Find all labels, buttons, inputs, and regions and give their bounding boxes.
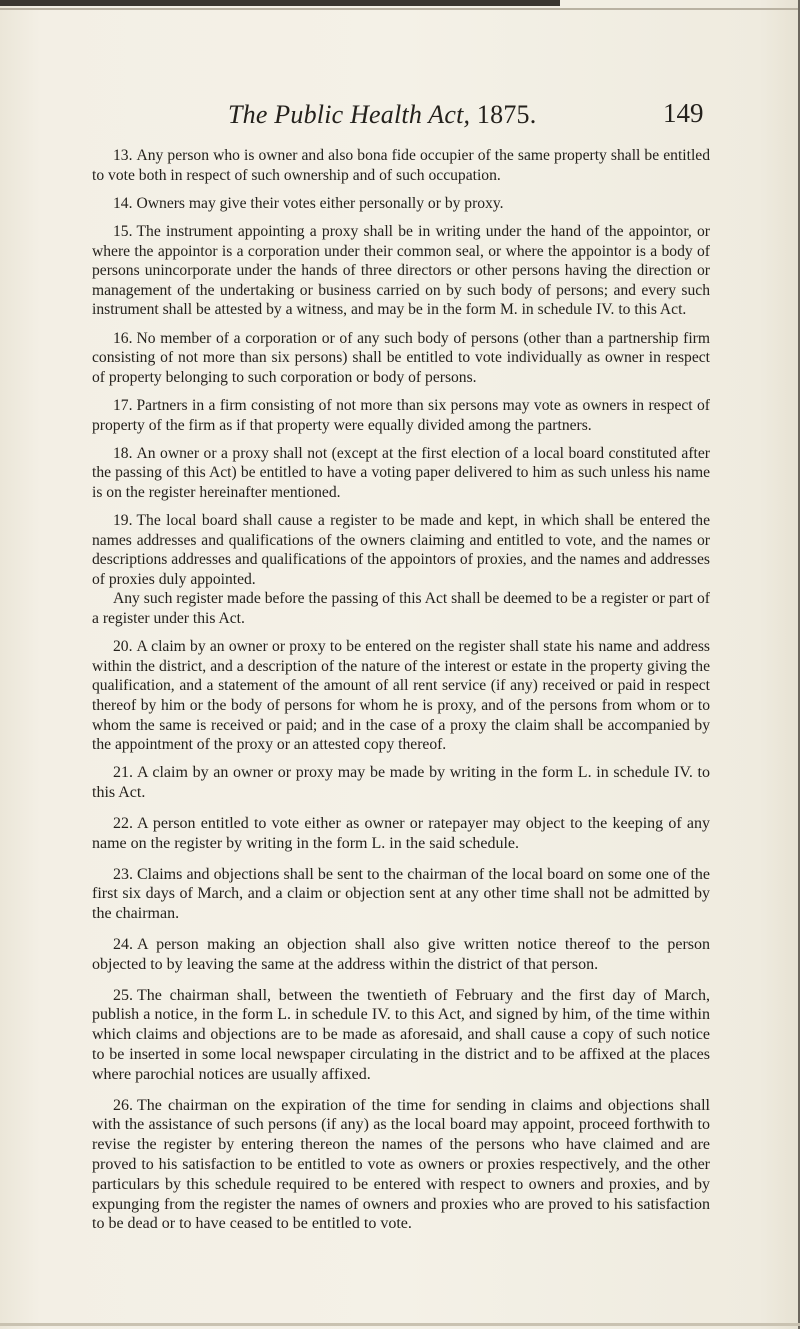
section-23	[92, 865, 710, 924]
section-text: The local board shall cause a register to be made and kept, in which shall be entered the names addresses and qualifications of the owners claiming and entitled to vote, and the names or descriptions addresses and qualifications of the appointors of proxies, and the names and addresses of proxies duly appointed.	[92, 512, 710, 588]
running-title-text: The Public Health Act,	[228, 100, 471, 129]
section-17	[92, 396, 710, 435]
section-24	[92, 935, 710, 975]
section-number: 14.	[113, 194, 133, 212]
section-14	[92, 194, 710, 214]
page-number: 149	[663, 98, 704, 128]
section-number: 25.	[113, 986, 133, 1004]
section-number: 16.	[113, 329, 133, 347]
section-text: Owners may give their votes either personally or by proxy.	[136, 194, 504, 212]
section-13	[92, 146, 710, 185]
section-text: The chairman shall, between the twentieth of February and the first day of March, publish a notice, in the form L. in schedule IV. to this Act, and signed by him, of the time within which claims and objections are to be made as aforesaid, and shall cause a copy of such notice to be inserted in some local newspaper circulating in the district and to be affixed at the places where parochial notices are usually affixed.	[92, 986, 710, 1083]
section-18	[92, 444, 710, 503]
section-19-continued	[92, 589, 710, 628]
section-text: A person entitled to vote either as owner or ratepayer may object to the keeping of any name on the register by writing in the form L. in the said schedule.	[92, 814, 710, 852]
section-text: Partners in a firm consisting of not more than six persons may vote as owners in respect of property of the firm as if that property were equally divided among the partners.	[92, 396, 710, 434]
section-20	[92, 637, 710, 755]
section-25	[92, 986, 710, 1085]
section-number: 22.	[113, 814, 133, 832]
section-26	[92, 1096, 710, 1235]
section-number: 23.	[113, 865, 133, 883]
section-text: A person making an objection shall also give written notice thereof to the person objected to by leaving the same at the address within the district of that person.	[92, 935, 710, 973]
section-number: 26.	[113, 1096, 133, 1114]
section-text: The chairman on the expiration of the time for sending in claims and objections shall with the assistance of such persons (if any) as the local board may appoint, proceed forthwith to revise the register by entering thereon the names of the persons who have claimed and are proved to his satisfaction to be entitled to vote as owners or proxies respectively, and the other particulars by this schedule required to be entered with respect to owners and proxies, and by expunging from the register the names of owners and proxies who are proved to his satisfaction to be dead or to have ceased to be entitled to vote.	[92, 1096, 710, 1233]
section-text: Any person who is owner and also bona fide occupier of the same property shall be entitled to vote both in respect of such ownership and of such occupation.	[92, 147, 710, 184]
running-header	[0, 80, 800, 130]
running-title	[228, 100, 536, 130]
section-number: 13.	[113, 147, 133, 164]
section-text: A claim by an owner or proxy to be entered on the register shall state his name and address within the district, and a description of the nature of the interest or estate in the property giving the qualification, and a statement of the amount of all rent service (if any) received or paid in respect thereof by him or the body of persons for whom he is proxy, and of the persons from whom or to whom the same is received or paid; and in the case of a proxy the claim shall be accompanied by the appointment of the proxy or an attested copy thereof.	[92, 638, 710, 754]
section-text: No member of a corporation or of any such body of persons (other than a partnership firm consisting of not more than six persons) shall be entitled to vote individually as owner in respect of property belonging to such corporation or body of persons.	[92, 329, 710, 386]
section-number: 15.	[113, 222, 133, 240]
top-page-edge	[0, 8, 800, 10]
section-text: The instrument appointing a proxy shall be in writing under the hand of the appointor, or where the appointor is a corporation under their common seal, or where the appointor is a body of persons unincorporate under the hands of three directors or other persons having the direction or management of the undertaking or business carried on by such body of persons; and every such instrument shall be attested by a witness, and may be in the form M. in schedule IV. to this Act.	[92, 222, 710, 319]
section-15	[92, 222, 710, 320]
section-text: An owner or a proxy shall not (except at the first election of a local board constituted after the passing of this Act) be entitled to have a voting paper delivered to him as such unless his name is on the register hereinafter mentioned.	[92, 444, 710, 501]
section-22	[92, 814, 710, 854]
section-text: A claim by an owner or proxy may be made by writing in the form L. in schedule IV. to this Act.	[92, 764, 710, 802]
section-number: 17.	[113, 396, 133, 414]
section-number: 20.	[113, 638, 133, 656]
lower-sections	[92, 763, 710, 1234]
body-text	[92, 146, 710, 1245]
section-text: Claims and objections shall be sent to the chairman of the local board on some one of the first six days of March, and a claim or objection sent at any other time shall not be admitted by the chairman.	[92, 865, 710, 923]
section-text: Any such register made before the passing of this Act shall be deemed to be a register or part of a register under this Act.	[92, 590, 710, 628]
bottom-page-edge	[0, 1323, 800, 1326]
section-21	[92, 763, 710, 803]
section-number: 21.	[113, 764, 133, 782]
section-number: 24.	[113, 935, 133, 953]
running-title-year: 1875.	[476, 100, 537, 129]
section-number: 19.	[113, 512, 133, 530]
section-number: 18.	[113, 444, 133, 462]
section-16	[92, 329, 710, 388]
top-binding-edge	[0, 0, 560, 6]
section-19	[92, 511, 710, 589]
